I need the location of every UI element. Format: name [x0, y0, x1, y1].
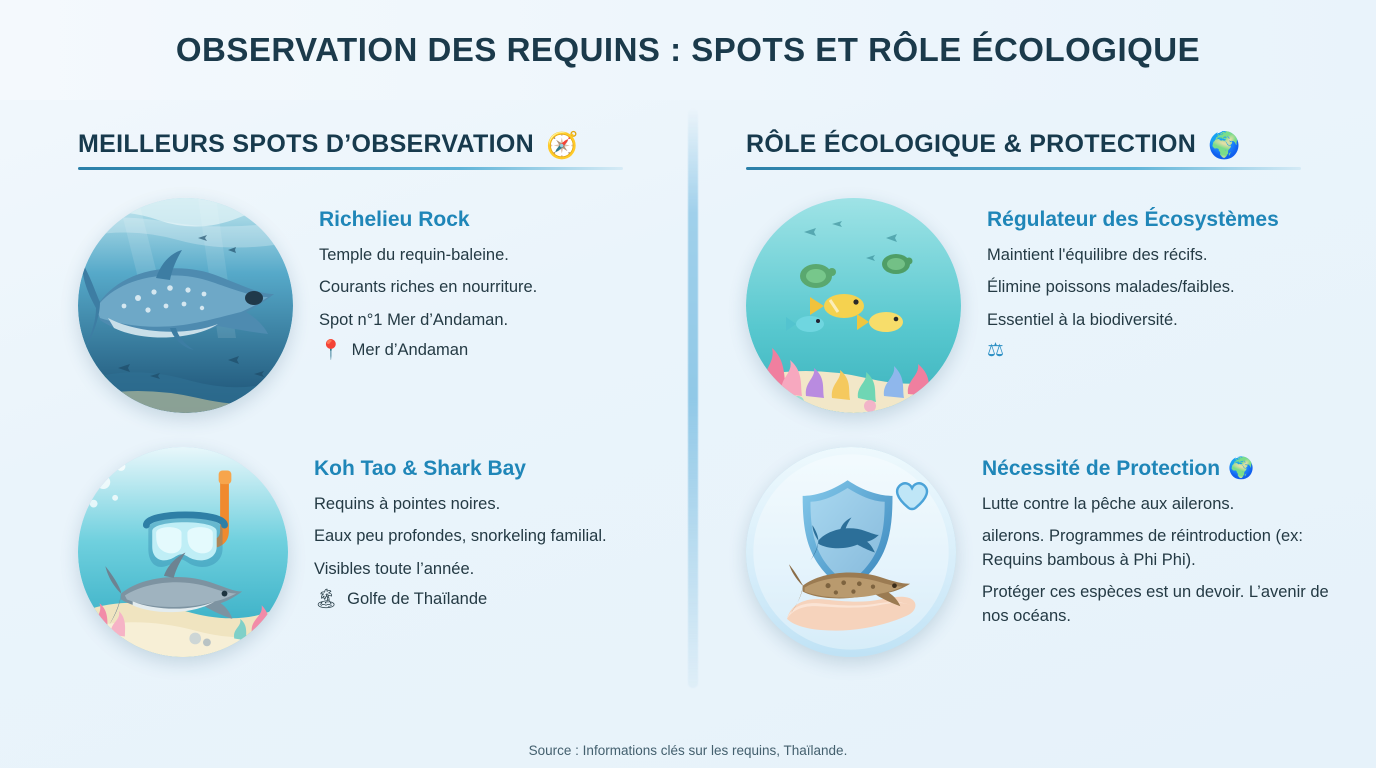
- list-item-title-text: Koh Tao & Shark Bay: [314, 457, 526, 480]
- island-icon: 🏝: [314, 589, 339, 611]
- list-item-line: Spot n°1 Mer d’Andaman.: [319, 310, 509, 329]
- list-item-meta: [319, 341, 537, 360]
- list-item-meta-text: Golfe de Thaïlande: [347, 590, 488, 609]
- column-ecology-rule: [746, 167, 1301, 170]
- list-item-line: Visibles toute l’année.: [314, 559, 475, 578]
- list-item-line: Maintient l'équilibre des récifs.: [987, 246, 1208, 264]
- coral-reef-fish-illustration: [746, 198, 961, 413]
- globe-icon: 🌍: [1208, 129, 1241, 160]
- list-item-title: [987, 208, 1279, 232]
- source-note: Source : Informations clés sur les requins, Thaïlande.: [528, 743, 848, 758]
- list-item-line: Courants riches en nourriture.: [319, 278, 538, 297]
- list-item-text: [319, 198, 537, 360]
- list-item-text: [314, 447, 607, 609]
- snorkel-mask-reef-shark-illustration: [78, 447, 288, 657]
- column-spots: [0, 100, 688, 728]
- column-spots-header: [78, 130, 664, 159]
- list-item-title: [982, 457, 1342, 481]
- list-item: [746, 447, 1352, 657]
- column-ecology-title: RÔLE ÉCOLOGIQUE & PROTECTION: [746, 130, 1197, 158]
- list-item: [78, 447, 664, 657]
- location-pin-icon: 📍: [319, 340, 343, 362]
- whale-shark-underwater-illustration: [78, 198, 293, 413]
- list-item-title-text: Régulateur des Écosystèmes: [987, 208, 1279, 231]
- list-item-title: [314, 457, 607, 481]
- list-item-line: Requins à pointes noires.: [314, 495, 501, 513]
- page-title: OBSERVATION DES REQUINS : SPOTS ET RÔLE ÉCOLOGIQUE: [175, 31, 1201, 68]
- column-ecology-header: [746, 130, 1352, 159]
- shield-hand-shark-protection-illustration: [746, 447, 956, 657]
- list-item-line: Protéger ces espèces est un devoir. L’avenir de nos océans.: [982, 583, 1329, 625]
- list-item-line: Élimine poissons malades/faibles.: [987, 278, 1235, 297]
- column-spots-rule: [78, 167, 623, 170]
- list-item: [78, 198, 664, 413]
- list-item-line: Temple du requin-baleine.: [319, 246, 509, 264]
- list-item-title: [319, 208, 537, 232]
- list-item-text: [987, 198, 1279, 360]
- list-item-text: [982, 447, 1342, 637]
- column-spots-title: MEILLEURS SPOTS D’OBSERVATION: [78, 130, 534, 158]
- compass-icon: 🧭: [545, 129, 579, 160]
- columns-container: [0, 100, 1376, 728]
- list-item: [746, 198, 1352, 413]
- list-item-meta: [314, 590, 607, 609]
- list-item-line: Lutte contre la pêche aux ailerons.: [982, 495, 1235, 513]
- balance-scale-icon: ⚖: [987, 340, 1005, 362]
- list-item-meta: [987, 341, 1279, 360]
- list-item-meta-text: Mer d’Andaman: [351, 341, 469, 360]
- list-item-title-text: Richelieu Rock: [319, 208, 470, 231]
- column-ecology: [688, 100, 1376, 728]
- header: [0, 0, 1376, 100]
- list-item-line: ailerons. Programmes de réintroduction (ex: Requins bambous à Phi Phi).: [982, 527, 1303, 569]
- list-item-line: Essentiel à la biodiversité.: [987, 310, 1178, 329]
- list-item-title-text: Nécessité de Protection: [982, 457, 1221, 480]
- list-item-line: Eaux peu profondes, snorkeling familial.: [314, 527, 607, 546]
- globe-icon: 🌍: [1228, 457, 1255, 480]
